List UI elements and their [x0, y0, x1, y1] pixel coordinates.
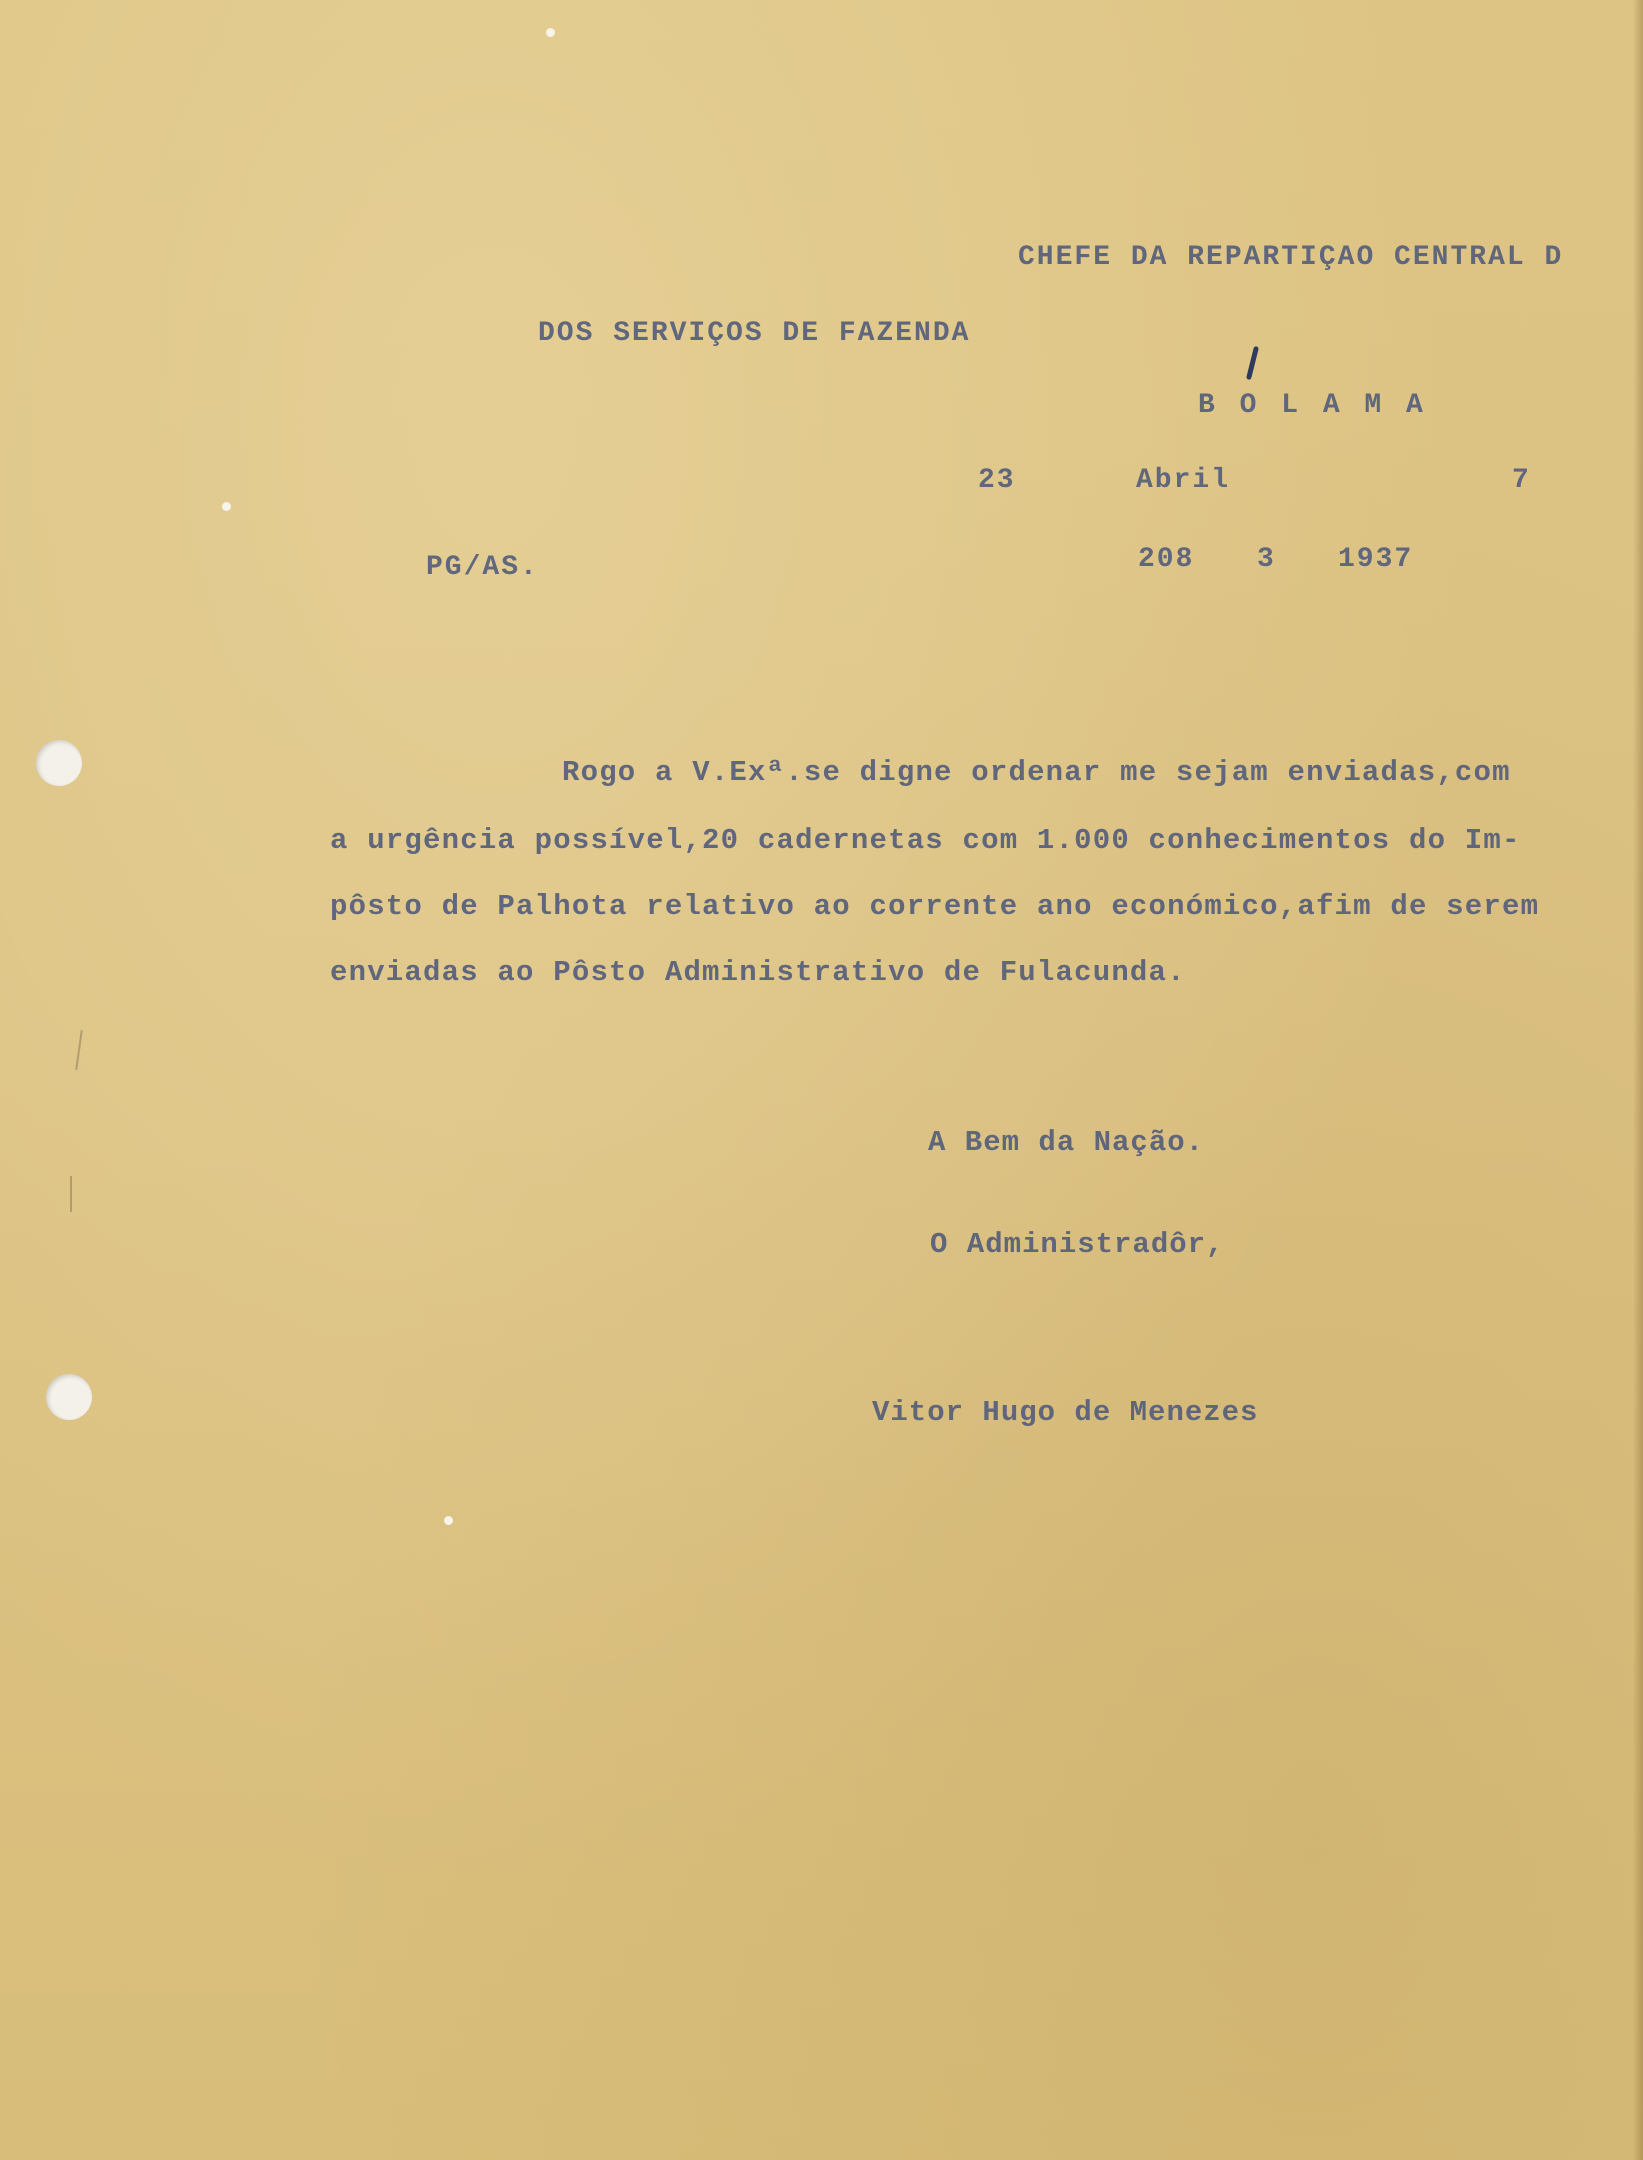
- date-day: 23: [978, 465, 1016, 496]
- destination: B O L A M A: [1198, 390, 1427, 421]
- body-line-2: a urgência possível,20 cadernetas com 1.000 conhecimentos do Im-: [330, 824, 1521, 857]
- addressee-line-2: DOS SERVIÇOS DE FAZENDA: [538, 318, 971, 349]
- paper-blemish: [70, 1176, 72, 1212]
- body-line-3: pôsto de Palhota relativo ao corrente ano económico,afim de serem: [330, 890, 1540, 923]
- paper-blemish: [75, 1030, 83, 1070]
- closing-salutation: A Bem da Nação.: [928, 1126, 1205, 1159]
- reference-code: PG/AS.: [426, 552, 539, 583]
- signatory-name: Vitor Hugo de Menezes: [872, 1396, 1259, 1429]
- document-year: 1937: [1338, 544, 1414, 575]
- paper-speck: [444, 1516, 453, 1525]
- closing-title: O Administradôr,: [930, 1228, 1225, 1261]
- punch-hole-bottom: [46, 1374, 92, 1420]
- pen-tick-mark: [1246, 346, 1259, 380]
- date-month: Abril: [1136, 465, 1231, 496]
- paper-speck: [546, 28, 555, 37]
- paper-speck: [222, 502, 231, 511]
- paper-edge-shadow: [1633, 0, 1643, 2160]
- addressee-line-1: CHEFE DA REPARTIÇAO CENTRAL D: [1018, 242, 1564, 273]
- punch-hole-top: [36, 740, 82, 786]
- date-year-digit: 7: [1512, 465, 1531, 496]
- document-series: 3: [1257, 544, 1276, 575]
- body-line-4: enviadas ao Pôsto Administrativo de Fulacunda.: [330, 956, 1186, 989]
- document-number: 208: [1138, 544, 1195, 575]
- body-line-1: Rogo a V.Exª.se digne ordenar me sejam enviadas,com: [562, 756, 1511, 789]
